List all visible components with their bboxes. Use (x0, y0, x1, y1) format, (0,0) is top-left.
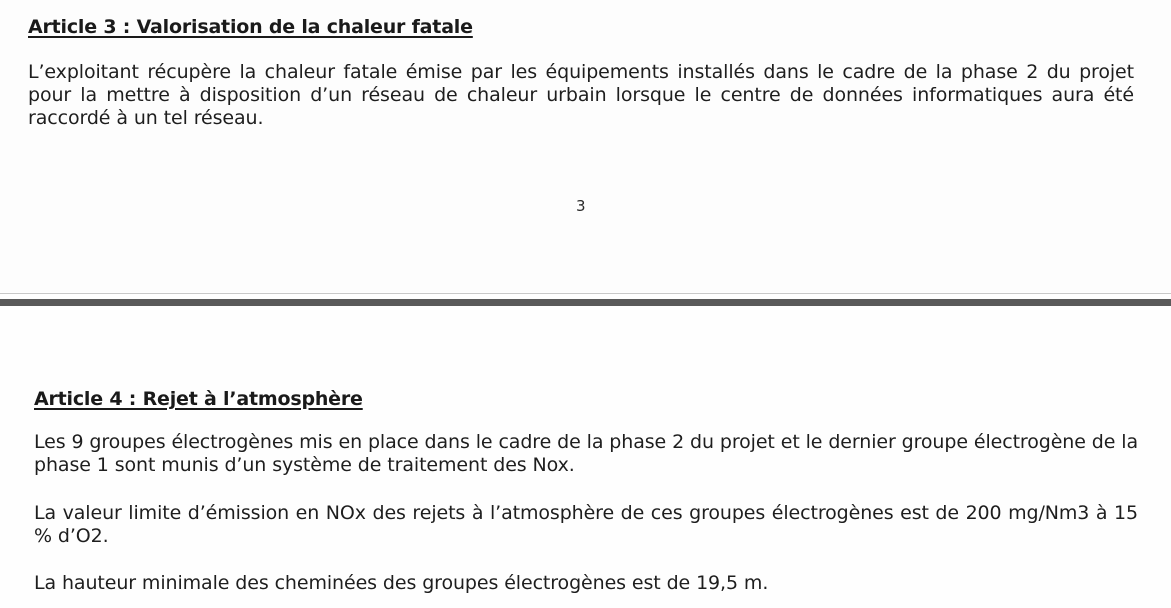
article-4-paragraph-1: Les 9 groupes électrogènes mis en place dans le cadre de la phase 2 du projet et le dernier groupe électrogène de la phase 1 sont munis d’un système de traitement des Nox. (34, 431, 1138, 476)
page-break-separator (0, 292, 1171, 306)
page-gap-bar (0, 299, 1171, 306)
article-3-heading: Article 3 : Valorisation de la chaleur fatale (28, 16, 473, 38)
page-edge-line (0, 293, 1171, 294)
article-4-paragraph-2: La valeur limite d’émission en NOx des rejets à l’atmosphère de ces groupes électrogènes est de 200 mg/Nm3 à 15 % d’O2. (34, 502, 1138, 547)
page-number: 3 (576, 197, 586, 215)
document-page-upper (0, 0, 1171, 292)
article-3-paragraph: L’exploitant récupère la chaleur fatale émise par les équipements installés dans le cadre de la phase 2 du projet pour la mettre à disposition d’un réseau de chaleur urbain lorsque le centre de données informatiques aura été raccordé à un tel réseau. (28, 61, 1134, 129)
document-page-lower (0, 306, 1171, 608)
article-4-paragraph-3: La hauteur minimale des cheminées des groupes électrogènes est de 19,5 m. (34, 572, 769, 594)
article-4-heading: Article 4 : Rejet à l’atmosphère (34, 388, 363, 410)
